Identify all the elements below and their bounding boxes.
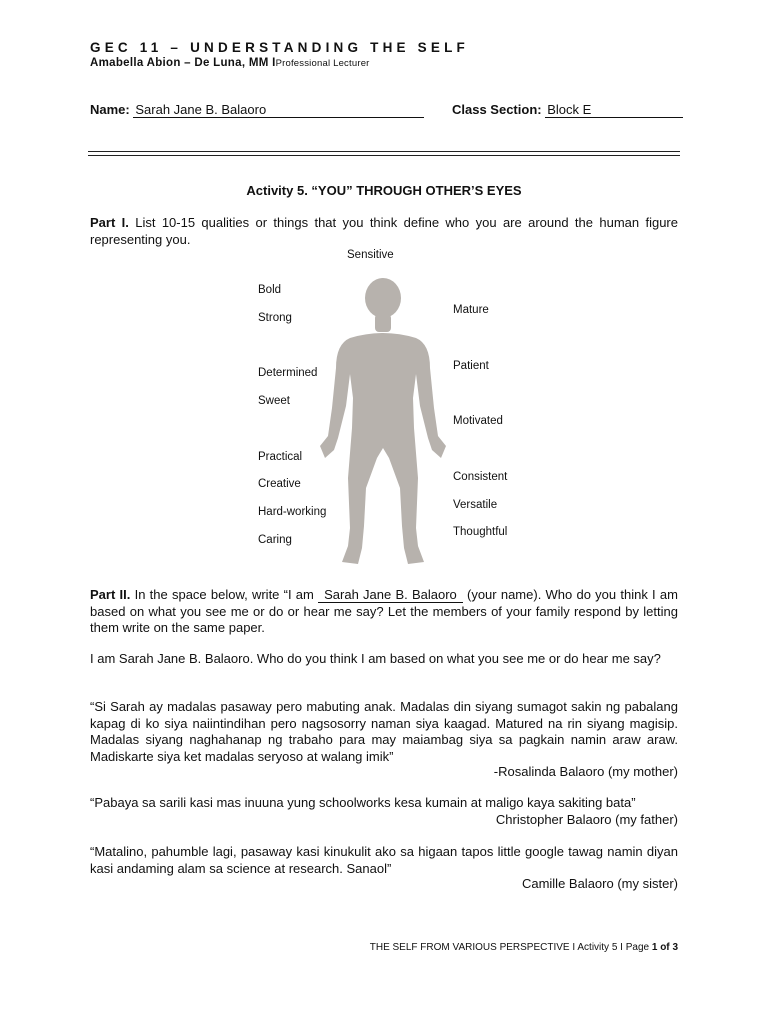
quality-left: Hard-working <box>258 506 327 518</box>
class-section-label: Class Section: <box>452 102 542 117</box>
quality-top: Sensitive <box>347 249 394 261</box>
quality-left: Determined <box>258 367 318 379</box>
lecturer-line <box>90 57 370 69</box>
lecturer-title: Professional Lecturer <box>275 58 370 69</box>
part2-name-value: Sarah Jane B. Balaoro <box>318 587 463 603</box>
part2-label: Part II. <box>90 587 131 602</box>
quality-left: Bold <box>258 284 282 296</box>
name-value: Sarah Jane B. Balaoro <box>133 102 424 118</box>
course-title: GEC 11 – UNDERSTANDING THE SELF <box>90 40 469 55</box>
lecturer-separator: I <box>272 57 276 69</box>
human-figure-icon <box>300 278 460 573</box>
footer-of: of <box>660 942 670 953</box>
page-footer <box>370 942 678 953</box>
quality-right: Versatile <box>453 499 498 511</box>
quality-left: Creative <box>258 478 301 490</box>
part2-text-after: (your name). Who do you think I am based on what you see me or do or hear me say? Let the members of your family respond by letting them write on the same paper. <box>90 587 678 635</box>
name-label: Name: <box>90 102 130 117</box>
quote-father: “Pabaya sa sarili kasi mas inuuna yung schoolworks kesa kumain at maligo kaya sakiting bata” <box>90 795 636 810</box>
attribution-sister: Camille Balaoro (my sister) <box>521 876 678 891</box>
part1-label: Part I. <box>90 215 129 230</box>
quality-right: Patient <box>453 360 489 372</box>
quality-right: Motivated <box>453 415 503 427</box>
header-divider-top <box>88 151 680 152</box>
footer-page-number: 1 <box>651 942 658 953</box>
part2-intro: I am Sarah Jane B. Balaoro. Who do you think I am based on what you see me or do hear me say? <box>90 651 661 666</box>
quality-left: Sweet <box>258 395 290 407</box>
footer-text: THE SELF FROM VARIOUS PERSPECTIVE I Activity 5 I Page <box>369 942 650 953</box>
quality-right: Mature <box>453 304 489 316</box>
part2-text-before: In the space below, write “I am <box>134 587 314 602</box>
quote-mother: “Si Sarah ay madalas pasaway pero mabuting anak. Madalas din siyang sumagot sakin ng pabalang kapag di ko siya naiintindihan pero nagsosorry naman siya kaagad. Matured na rin siyang magisip. Madalas siyang naghahanap ng trabaho para may maiambag siya sa pagkain namin araw araw. Madiskarte siya ket madalas seryoso at walang imik” <box>90 699 678 764</box>
quote-sister: “Matalino, pahumble lagi, pasaway kasi kinukulit ako sa higaan tapos little google tawag namin diyan kasi andaming alam sa science at research. Sanaol” <box>90 844 678 876</box>
class-section-field <box>452 102 683 118</box>
part2-instructions <box>90 587 678 637</box>
footer-total-pages: 3 <box>672 942 678 953</box>
part1-text: List 10-15 qualities or things that you think define who you are around the human figure representing you. <box>90 215 678 247</box>
quality-right: Thoughtful <box>453 526 508 538</box>
lecturer-name: Amabella Abion – De Luna, MM <box>90 57 269 69</box>
attribution-father: Christopher Balaoro (my father) <box>495 812 678 827</box>
quality-left: Caring <box>258 534 292 546</box>
part1-instructions <box>90 215 678 248</box>
quality-left: Strong <box>258 312 292 324</box>
activity-title: Activity 5. “YOU” THROUGH OTHER’S EYES <box>246 183 522 198</box>
attribution-mother: -Rosalinda Balaoro (my mother) <box>493 764 678 779</box>
quality-right: Consistent <box>453 471 508 483</box>
class-section-value: Block E <box>545 102 683 118</box>
quality-left: Practical <box>258 451 303 463</box>
header-divider-bottom <box>88 155 680 156</box>
name-field <box>90 102 424 118</box>
